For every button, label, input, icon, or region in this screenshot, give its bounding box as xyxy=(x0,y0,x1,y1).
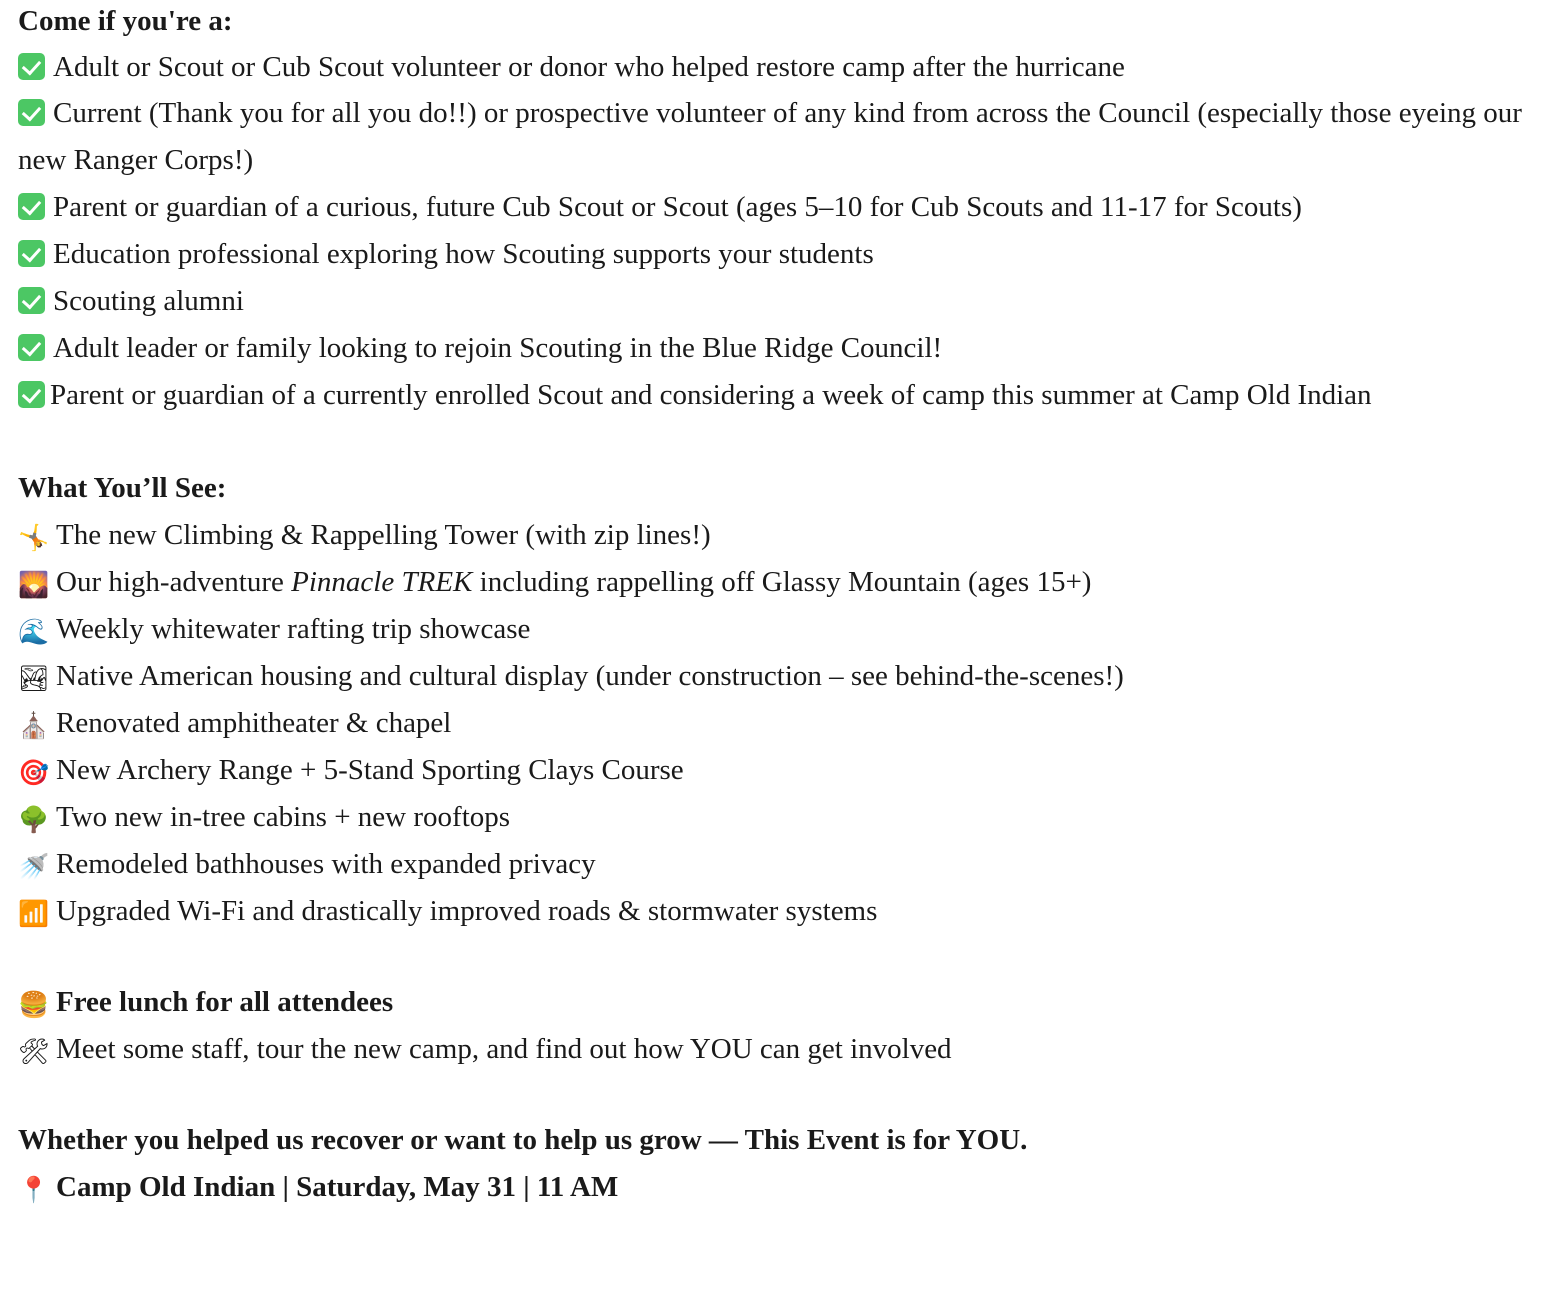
section-divider xyxy=(18,935,1551,979)
list-item-label: Remodeled bathhouses with expanded privacy xyxy=(56,848,596,880)
list-item xyxy=(18,700,1551,747)
list-item-label: Upgraded Wi-Fi and drastically improved roads & stormwater systems xyxy=(56,894,878,927)
list-item-label: Our high-adventure xyxy=(56,566,292,599)
list-item xyxy=(18,979,1551,1026)
target-icon: 🎯 xyxy=(18,758,50,788)
list-item xyxy=(18,512,1551,559)
list-item-label: Current (Thank you for all you do!!) or prospective volunteer of any kind from across the Council (especially those eyeing our new Ranger Corps!) xyxy=(18,97,1522,177)
climber-icon: 🤸 xyxy=(18,523,50,553)
what-youll-see-heading: What You’ll See: xyxy=(18,472,227,505)
list-item-emphasis: Pinnacle TREK xyxy=(291,566,473,599)
water-wave-icon: 🌊 xyxy=(18,617,50,647)
list-item xyxy=(18,184,1551,231)
list-item-label: Parent or guardian of a curious, future Cub Scout or Scout (ages 5–10 for Cub Scouts and 11-17 for Scouts) xyxy=(53,191,1302,224)
list-item-label: Renovated amphitheater & chapel xyxy=(56,707,452,740)
list-item xyxy=(18,278,1551,325)
list-item xyxy=(18,888,1551,935)
hamburger-icon: 🍔 xyxy=(18,989,50,1019)
list-item-label: New Archery Range + 5-Stand Sporting Clays Course xyxy=(56,754,684,787)
list-item-label-tail: including rappelling off Glassy Mountain (ages 15+) xyxy=(472,566,1092,599)
list-item-label: Weekly whitewater rafting trip showcase xyxy=(56,613,531,646)
list-item xyxy=(18,653,1551,700)
list-item-label: Parent or guardian of a currently enrolled Scout and considering a week of camp this summer at Camp Old Indian xyxy=(50,379,1372,412)
list-item-label: Scouting alumni xyxy=(53,285,244,318)
list-item-label: The new Climbing & Rappelling Tower (with zip lines!) xyxy=(56,519,711,552)
list-item xyxy=(18,1026,1551,1073)
shower-icon: 🚿 xyxy=(18,852,50,881)
section-divider xyxy=(18,419,1551,465)
list-item xyxy=(18,325,1551,372)
check-box-icon xyxy=(18,193,45,220)
check-box-icon xyxy=(18,287,45,314)
list-item-label: Adult leader or family looking to rejoin Scouting in the Blue Ridge Council! xyxy=(53,332,943,365)
list-item-label: Free lunch for all attendees xyxy=(56,985,394,1018)
list-item xyxy=(18,44,1551,91)
location-line-wrapper xyxy=(18,1164,1551,1211)
list-item-label: Adult or Scout or Cub Scout volunteer or donor who helped restore camp after the hurricane xyxy=(53,50,1125,83)
location-line: Camp Old Indian | Saturday, May 31 | 11 AM xyxy=(56,1170,619,1203)
check-box-icon xyxy=(18,53,45,80)
check-box-icon xyxy=(18,240,45,267)
check-box-icon xyxy=(18,99,45,126)
list-item-label: Meet some staff, tour the new camp, and find out how YOU can get involved xyxy=(56,1032,952,1065)
perks-list xyxy=(18,979,1551,1073)
tree-icon: 🌳 xyxy=(18,805,50,835)
location-pin-icon: 📍 xyxy=(18,1174,50,1204)
closing-statement: Whether you helped us recover or want to help us grow — This Event is for YOU. xyxy=(18,1123,1028,1156)
section-divider xyxy=(18,1073,1551,1117)
list-item-label: Native American housing and cultural display (under construction – see behind-the-scenes!) xyxy=(56,660,1124,693)
audience-list xyxy=(18,44,1551,420)
list-item xyxy=(18,606,1551,653)
list-item xyxy=(18,559,1551,606)
list-item xyxy=(18,841,1551,888)
list-item xyxy=(18,90,1551,184)
list-item xyxy=(18,372,1551,419)
national-park-icon: 🏞 xyxy=(18,664,50,694)
come-if-heading: Come if you're a: xyxy=(18,5,233,37)
sunrise-over-mountains-icon: 🌄 xyxy=(18,570,50,600)
list-item xyxy=(18,794,1551,841)
check-box-icon xyxy=(18,381,45,408)
signal-bars-icon: 📶 xyxy=(18,898,50,928)
list-item xyxy=(18,231,1551,278)
features-list xyxy=(18,512,1551,935)
list-item-label: Education professional exploring how Scouting supports your students xyxy=(53,238,874,271)
check-box-icon xyxy=(18,334,45,361)
list-item-label: Two new in-tree cabins + new rooftops xyxy=(56,801,511,834)
tools-icon: 🛠 xyxy=(18,1036,50,1066)
list-item xyxy=(18,747,1551,794)
church-icon: ⛪ xyxy=(18,711,50,741)
